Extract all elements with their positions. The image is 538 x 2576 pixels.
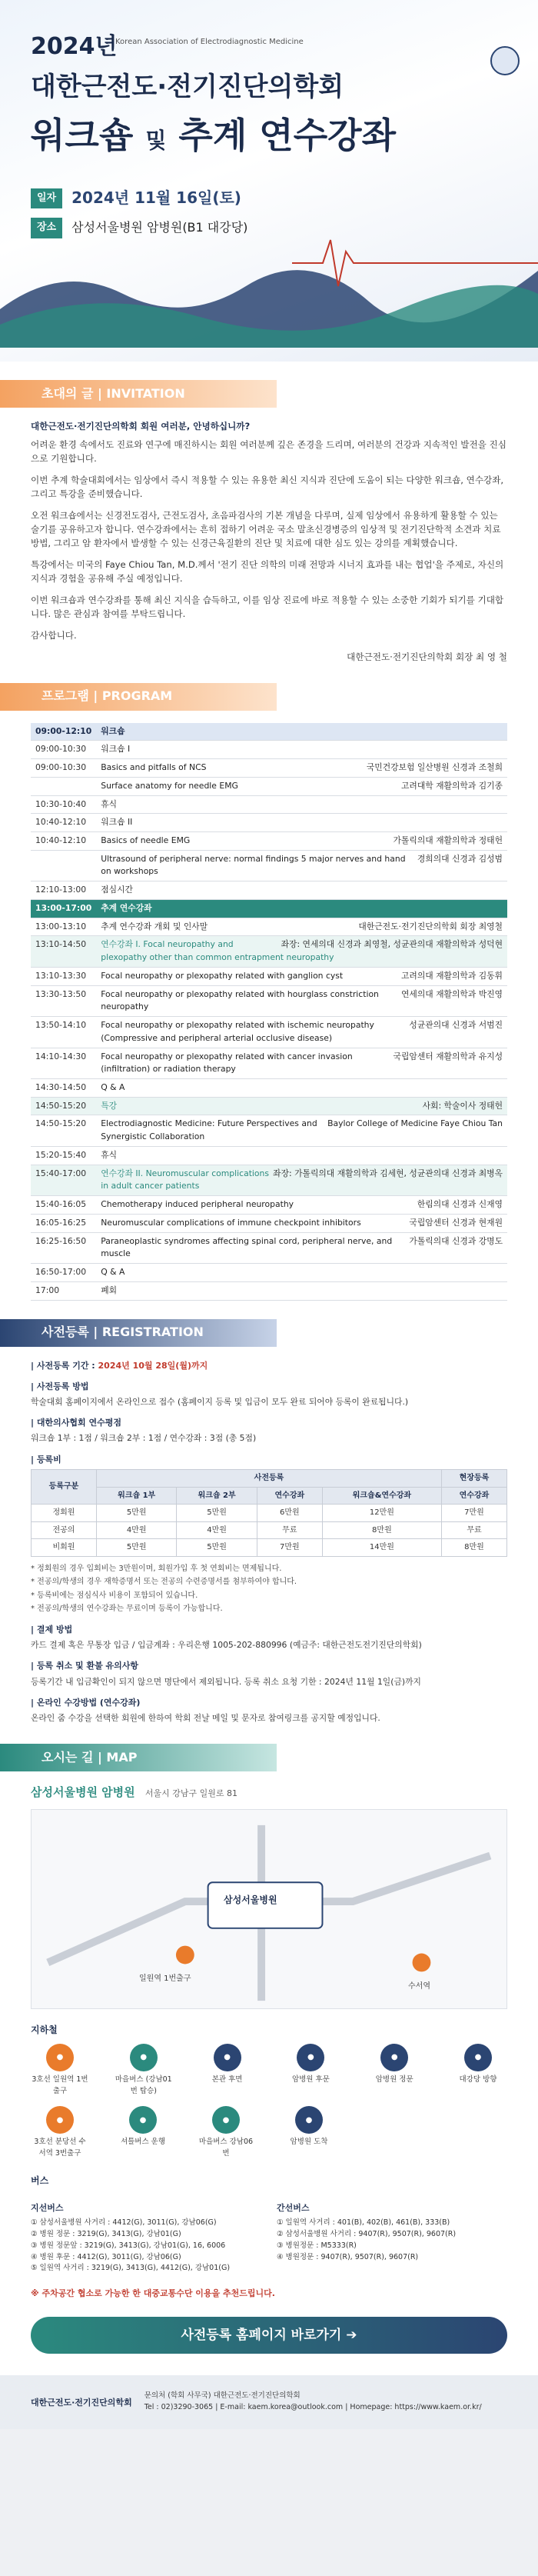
program-content (96, 723, 507, 741)
bus-route: ③ 병원정문 : M5333(R) (277, 2241, 357, 2250)
invitation-p4: 특강에서는 미국의 Faye Chiou Tan, M.D.께서 '전기 진단 의학의 미래 전망과 시너지 효과를 내는 협업'을 주제로, 자신의 지식과 경험을 공유해 주실 예정입니다. (31, 558, 504, 584)
program-row (31, 1017, 507, 1048)
map-heading: 오시는 길 | MAP (0, 1744, 538, 1771)
program-content (96, 1078, 507, 1097)
bus-route: ① 일원역 사거리 : 401(B), 402(B), 461(B), 333(B) (277, 2218, 450, 2228)
program-content (96, 831, 507, 850)
program-row (31, 723, 507, 741)
subway-section (31, 2023, 507, 2159)
program-content (96, 759, 507, 778)
fee-row (32, 1539, 507, 1557)
program-title: Focal neuropathy or plexopathy related with hourglass constriction neuropathy (101, 988, 379, 1012)
program-title: 연수강좌 II. Neuromuscular complications in adult cancer patients (101, 1168, 269, 1191)
fee-cell: 전공의 (32, 1521, 97, 1539)
registration-heading: 사전등록 | REGISTRATION (0, 1319, 538, 1347)
bus-route: ① 삼성서울병원 사거리 : 4412(G), 3011(G), 강남06(G) (31, 2218, 217, 2228)
fee-note: * 등록비에는 점심식사 비용이 포함되어 있습니다. (31, 1591, 198, 1600)
map-heading-ko: 오시는 길 (42, 1749, 94, 1765)
program-time: 17:00 (31, 1281, 96, 1300)
program-time (31, 777, 96, 795)
program-row (31, 795, 507, 814)
footer-org: 대한근전도·전기진단의학회 (31, 2397, 132, 2408)
reg-credit-label: | 대한의사협회 연수평점 (31, 1418, 121, 1428)
reg-method-label-text: 사전등록 방법 (36, 1381, 89, 1391)
program-row (31, 1048, 507, 1078)
program-row (31, 850, 507, 881)
program-time: 15:40-17:00 (31, 1165, 96, 1195)
invitation-p6: 감사합니다. (31, 629, 77, 641)
bus-section (31, 2174, 507, 2188)
program-time: 14:50-15:20 (31, 1115, 96, 1146)
subway-stop (281, 2044, 340, 2097)
program-row (31, 918, 507, 936)
reg-period-label: 사전등록 기간 : (36, 1360, 95, 1371)
program-title: Paraneoplastic syndromes affecting spinal cord, peripheral nerve, and muscle (101, 1235, 393, 1259)
stop-label: 마을버스 강남06번 (198, 2138, 254, 2158)
date-tag: 일자 (31, 188, 62, 208)
reg-online-label: | 온라인 수강방법 (연수강좌) (31, 1698, 141, 1708)
program-content (96, 918, 507, 936)
program-heading-ko: 프로그램 (42, 688, 89, 704)
program-time: 16:05-16:25 (31, 1214, 96, 1232)
stop-marker-icon: ● (130, 2044, 158, 2071)
fee-note: * 전공의/학생의 경우 재학증명서 또는 전공의 수련증명서를 첨부하여야 합니다. (31, 1578, 297, 1587)
event-date: 2024년 11월 16일(토) (71, 188, 241, 208)
program-speaker: 좌장: 가톨릭의대 재활의학과 김세현, 성균관의대 신경과 최병옥 (273, 1168, 503, 1178)
fee-cell: 정회원 (32, 1505, 97, 1522)
program-time: 12:10-13:00 (31, 881, 96, 900)
reg-fee-label: | 등록비 (31, 1455, 61, 1465)
program-row (31, 899, 507, 918)
program-content (96, 1196, 507, 1215)
bus-right-title: 간선버스 (277, 2203, 310, 2214)
program-time: 13:10-14:50 (31, 936, 96, 967)
program-time: 13:00-17:00 (31, 899, 96, 918)
program-content (96, 795, 507, 814)
fee-head-4: 워크숍&연수강좌 (322, 1487, 441, 1505)
program-title: Basics and pitfalls of NCS (101, 762, 207, 773)
bus-left-title: 지선버스 (31, 2203, 64, 2214)
invitation-sign: 대한근전도·전기진단의학회 회장 최 영 철 (347, 651, 507, 662)
emg-wave-graphic (0, 217, 538, 348)
invitation-p5: 이번 워크숍과 연수강좌를 통해 최신 지식을 습득하고, 이를 임상 진료에 바로 적용할 수 있는 소중한 기회가 되기를 기대합니다. 많은 관심과 참여를 부탁드립니다. (31, 594, 504, 619)
subway-stop (197, 2106, 255, 2159)
program-speaker: 좌장: 연세의대 신경과 최영철, 성균관의대 재활의학과 성덕현 (281, 939, 503, 950)
fee-head-3: 연수강좌 (257, 1487, 322, 1505)
stop-label: 마을버스 (강남01번 탑승) (115, 2074, 172, 2095)
program-content (96, 1017, 507, 1048)
program-title: 휴식 (101, 798, 118, 809)
program-title: 폐회 (101, 1285, 118, 1295)
fee-cell: 비회원 (32, 1539, 97, 1557)
program-title: 추계 연수강좌 개회 및 인사말 (101, 921, 208, 931)
register-link-label: 사전등록 홈페이지 바로가기 (181, 2327, 342, 2343)
reg-credit: 워크숍 1부 : 1점 / 워크숍 2부 : 1점 / 연수강좌 : 3점 (총 5점) (31, 1433, 257, 1444)
invitation-p1: 어려운 환경 속에서도 진료와 연구에 매진하시는 회원 여러분께 깊은 존경을 드리며, 여러분의 건강과 지속적인 발전을 진심으로 기원합니다. (31, 438, 506, 464)
hero-title-course: 추계 연수강좌 (178, 115, 397, 157)
map-graphic (32, 1810, 506, 2008)
program-time: 16:50-17:00 (31, 1264, 96, 1282)
reg-online-label-text: 온라인 수강방법 (연수강좌) (36, 1698, 141, 1708)
registration-heading-ko: 사전등록 (42, 1325, 89, 1340)
program-row (31, 831, 507, 850)
reg-pay-label-text: 결제 방법 (36, 1624, 73, 1635)
program-title: Focal neuropathy or plexopathy related with cancer invasion (infiltration) or radiation therapy (101, 1051, 353, 1075)
program-row (31, 1078, 507, 1097)
program-time: 09:00-10:30 (31, 759, 96, 778)
reg-pay-label: | 결제 방법 (31, 1624, 73, 1635)
program-time: 14:10-14:30 (31, 1048, 96, 1078)
program-speaker: 가톨릭의대 재활의학과 정태헌 (393, 835, 503, 845)
fee-cell: 4만원 (96, 1521, 176, 1539)
stop-marker-icon: ● (212, 2106, 240, 2134)
program-speaker: 대한근전도·전기진단의학회 회장 최영철 (358, 921, 503, 931)
program-title: 점심시간 (101, 885, 133, 895)
fee-cell: 5만원 (96, 1505, 176, 1522)
stop-marker-icon: ● (46, 2044, 74, 2071)
program-title: Neuromuscular complications of immune checkpoint inhibitors (101, 1217, 361, 1228)
arrow-right-icon: ➔ (346, 2327, 357, 2343)
hero-banner (0, 0, 538, 362)
footer-contact: 문의처 (학회 사무국) 대한근전도·전기진단의학회 (144, 2391, 301, 2401)
reg-cancel-label-text: 등록 취소 및 환불 유의사항 (36, 1661, 139, 1671)
program-content (96, 814, 507, 832)
fee-head-1: 워크숍 1부 (96, 1487, 176, 1505)
reg-cancel-label: | 등록 취소 및 환불 유의사항 (31, 1661, 139, 1671)
program-speaker: 국립암센터 신경과 현재원 (409, 1217, 503, 1228)
subway-stop (365, 2044, 423, 2097)
fee-cell: 5만원 (177, 1539, 257, 1557)
fee-cell: 12만원 (322, 1505, 441, 1522)
program-table (31, 723, 507, 1301)
program-title: Focal neuropathy or plexopathy related with ischemic neuropathy (Compressive and peripheral arterial occlusive disease) (101, 1020, 374, 1043)
invitation-greet: 대한근전도·전기진단의학회 회원 여러분, 안녕하십니까? (31, 421, 251, 432)
program-row (31, 1214, 507, 1232)
program-row (31, 985, 507, 1016)
program-time: 14:30-14:50 (31, 1078, 96, 1097)
bus-routes (31, 2201, 507, 2274)
fee-row (32, 1521, 507, 1539)
program-speaker: 연세의대 재활의학과 박진영 (400, 988, 503, 999)
footer (0, 2375, 538, 2429)
program-speaker: 국립암센터 재활의학과 유지성 (393, 1051, 503, 1061)
program-title: Basics of needle EMG (101, 835, 191, 845)
fee-head-0: 등록구분 (32, 1470, 97, 1505)
bus-route: ⑤ 일원역 사거리 : 3219(G), 3413(G), 4412(G), 강남01(G) (31, 2264, 231, 2273)
program-time: 15:40-16:05 (31, 1196, 96, 1215)
program-row (31, 1264, 507, 1282)
fee-cell: 8만원 (441, 1539, 506, 1557)
fee-cell: 6만원 (257, 1505, 322, 1522)
program-time: 14:50-15:20 (31, 1097, 96, 1115)
fee-head-2: 워크숍 2부 (177, 1487, 257, 1505)
fee-cell: 7만원 (257, 1539, 322, 1557)
program-time: 13:10-13:30 (31, 967, 96, 985)
event-place: 삼성서울병원 암병원(B1 대강당) (71, 220, 248, 235)
program-content (96, 881, 507, 900)
stop-marker-icon: ● (380, 2044, 408, 2071)
program-content (96, 985, 507, 1016)
program-title: Focal neuropathy or plexopathy related with ganglion cyst (101, 970, 344, 981)
stop-label: 암병원 후문 (291, 2074, 330, 2084)
reg-period-value: 2024년 10월 28일(월)까지 (98, 1360, 208, 1371)
map-address: 서울시 강남구 일원로 81 (144, 1788, 237, 1799)
invitation-heading-en: INVITATION (106, 385, 185, 401)
program-title: Ultrasound of peripheral nerve: normal findings 5 major nerves and hand on workshops (101, 853, 406, 877)
subway-stop (280, 2106, 338, 2159)
program-speaker: 국민건강보험 일산병원 신경과 조철희 (366, 762, 503, 773)
registration-body (0, 1359, 538, 1726)
society-emblem-icon (490, 46, 520, 75)
fee-table (31, 1469, 507, 1557)
bus-label: 버스 (31, 2174, 49, 2186)
reg-fee-label-text: 등록비 (36, 1455, 61, 1465)
program-time: 10:40-12:10 (31, 831, 96, 850)
subway-stop (31, 2044, 89, 2097)
reg-online: 온라인 줌 수강을 선택한 회원에 한하여 학회 전날 메일 및 문자로 참여링크를 공지할 예정입니다. (31, 1713, 380, 1724)
program-row (31, 777, 507, 795)
program-title: Surface anatomy for needle EMG (101, 780, 238, 791)
hero-year: 2024년 (31, 33, 118, 60)
stop-label: 암병원 도착 (290, 2138, 328, 2147)
registration-heading-en: REGISTRATION (101, 1325, 204, 1340)
program-time: 10:30-10:40 (31, 795, 96, 814)
program-speaker: 한림의대 신경과 신재영 (417, 1199, 503, 1210)
reg-period: | 사전등록 기간 : 2024년 10월 28일(월)까지 (31, 1360, 208, 1371)
program-row (31, 1281, 507, 1300)
fee-cell: 14만원 (322, 1539, 441, 1557)
invitation-p3: 오전 워크숍에서는 신경전도검사, 근전도검사, 초음파검사의 기본 개념을 다루며, 실제 임상에서 유용하게 활용할 수 있는 술기를 공유하고자 합니다. 연수강좌에서는 흔히 접하기 어려운 국소 말초신경병증의 임상적 및 전기진단학적 소견과 치료 방법, 그리고 암 환자에서 발생할 수 있는 신경근육질환의 진단 및 치료에 대한 심도 있는 강의를 계획했습니다. (31, 509, 501, 548)
program-time (31, 850, 96, 881)
hero-title-org: 대한근전도·전기진단의학회 (31, 71, 344, 102)
program-content (96, 850, 507, 881)
program-row (31, 881, 507, 900)
reg-cancel: 등록기간 내 입금확인이 되지 않으면 명단에서 제외됩니다. 등록 취소 요청 기한 : 2024년 11월 1일(금)까지 (31, 1676, 421, 1687)
program-time: 09:00-10:30 (31, 741, 96, 759)
stop-marker-icon: ● (214, 2044, 241, 2071)
bus-route: ③ 병원 정문앞 : 3219(G), 3413(G), 강남01(G), 16, 6006 (31, 2241, 226, 2250)
subway-stop (198, 2044, 257, 2097)
program-row (31, 1196, 507, 1215)
footer-tel: Tel : 02)3290-3065 | E-mail: kaem.korea@outlook.com | Homepage: https://www.kaem.or.kr/ (144, 2403, 482, 2412)
program-speaker: 고려대학 재활의학과 김기종 (400, 780, 503, 791)
fee-cell: 7만원 (441, 1505, 506, 1522)
program-content (96, 777, 507, 795)
program-title: 연수강좌 I. Focal neuropathy and plexopathy other than common entrapment neuropathy (101, 939, 334, 963)
invitation-body (0, 420, 538, 665)
program-row (31, 1165, 507, 1195)
map-label-subway: 일원역 1번출구 (139, 1974, 191, 1984)
bus-route: ④ 병원 후문 : 4412(G), 3011(G), 강남06(G) (31, 2252, 181, 2261)
reg-pay: 카드 결제 혹은 무통장 입금 / 입금계좌 : 우리은행 1005-202-880996 (예금주: 대한근전도전기진단의학회) (31, 1639, 422, 1650)
fee-cell: 5만원 (96, 1539, 176, 1557)
program-time: 15:20-15:40 (31, 1146, 96, 1165)
reg-method-label: | 사전등록 방법 (31, 1381, 89, 1391)
program-time: 13:00-13:10 (31, 918, 96, 936)
fee-group-site: 현장등록 (441, 1470, 506, 1488)
program-row (31, 1146, 507, 1165)
map-heading-en: MAP (106, 1749, 138, 1765)
program-time: 13:50-14:10 (31, 1017, 96, 1048)
bus-route: ② 병원 정문 : 3219(G), 3413(G), 강남01(G) (31, 2230, 181, 2239)
program-content (96, 967, 507, 985)
program-heading-en: PROGRAM (101, 688, 173, 704)
program-row (31, 1097, 507, 1115)
subway-stop (115, 2044, 173, 2097)
invitation-p2: 이번 추계 학술대회에서는 임상에서 즉시 적용할 수 있는 유용한 최신 지식과 진단에 도움이 되는 다양한 워크숍, 연수강좌, 그리고 특강을 준비했습니다. (31, 474, 504, 499)
subway-stop (31, 2106, 89, 2159)
program-heading: 프로그램 | PROGRAM (0, 683, 538, 711)
stop-label: 본관 후면 (211, 2074, 243, 2084)
program-title: 특강 (101, 1100, 118, 1111)
map-label-center: 삼성서울병원 (224, 1895, 277, 1906)
fee-head-5: 연수강좌 (441, 1487, 506, 1505)
reg-method: 학술대회 홈페이지에서 온라인으로 접수 (홈페이지 등록 및 입금이 모두 완료 되어야 등록이 완료됩니다.) (31, 1396, 409, 1407)
program-time: 10:40-12:10 (31, 814, 96, 832)
program-title: 워크숍 (101, 725, 125, 736)
fee-cell: 4만원 (177, 1521, 257, 1539)
stop-label: 암병원 정문 (375, 2074, 413, 2084)
map-hospital-name: 삼성서울병원 암병원 (31, 1785, 135, 1800)
stop-label: 셔틀버스 운행 (120, 2138, 166, 2147)
program-title: Chemotherapy induced peripheral neuropathy (101, 1199, 294, 1210)
invitation-heading-ko: 초대의 글 (42, 385, 94, 401)
stop-marker-icon: ● (464, 2044, 492, 2071)
program-content (96, 1165, 507, 1195)
reg-credit-label-text: 대한의사협회 연수평점 (36, 1418, 121, 1428)
fee-note: * 전공의/학생의 연수강좌는 무료이며 등록이 가능합니다. (31, 1605, 223, 1614)
program-speaker: 고려의대 재활의학과 김동휘 (400, 970, 503, 981)
program-content (96, 936, 507, 967)
map-hospital-title (0, 1784, 538, 1801)
program-content (96, 741, 507, 759)
program-content (96, 1146, 507, 1165)
stop-marker-icon: ● (295, 2106, 323, 2134)
fee-cell: 5만원 (177, 1505, 257, 1522)
location-map[interactable] (31, 1809, 507, 2009)
register-link-button[interactable] (31, 2317, 507, 2354)
subway-label: 지하철 (31, 2024, 58, 2036)
parking-warning: ※ 주차공간 협소로 가능한 한 대중교통수단 이용을 추천드립니다. (31, 2288, 275, 2298)
fee-cell: 무료 (257, 1521, 322, 1539)
program-title: 휴식 (101, 1149, 118, 1160)
stop-marker-icon: ● (129, 2106, 157, 2134)
program-row (31, 814, 507, 832)
program-content (96, 1281, 507, 1300)
hero-title-event (31, 108, 507, 163)
fee-cell: 무료 (441, 1521, 506, 1539)
program-content (96, 1264, 507, 1282)
stop-label: 3호선 일원역 1번출구 (32, 2074, 88, 2095)
stop-marker-icon: ● (297, 2044, 324, 2071)
subway-stop (114, 2106, 172, 2159)
map-label-suseo: 수서역 (408, 1982, 430, 1991)
program-row (31, 1115, 507, 1146)
program-title: 추계 연수강좌 (101, 902, 152, 913)
program-content (96, 1097, 507, 1115)
fee-cell: 8만원 (322, 1521, 441, 1539)
fee-row (32, 1505, 507, 1522)
program-content (96, 1232, 507, 1263)
program-content (96, 1048, 507, 1078)
program-speaker: 성균관의대 신경과 서범진 (409, 1020, 503, 1031)
bus-route: ② 삼성서울병원 사거리 : 9407(R), 9507(R), 9607(R) (277, 2230, 457, 2239)
stop-label: 3호선 분당선 수서역 3번출구 (34, 2138, 86, 2158)
program-title: Q & A (101, 1267, 125, 1278)
program-title: 워크숍 II (101, 817, 133, 828)
program-speaker: 경희의대 신경과 김성범 (417, 853, 503, 864)
program-title: Electrodiagnostic Medicine: Future Perspectives and Synergistic Collaboration (101, 1118, 317, 1142)
program-row (31, 967, 507, 985)
place-tag: 장소 (31, 218, 62, 238)
bus-route: ④ 병원정문 : 9407(R), 9507(R), 9607(R) (277, 2252, 419, 2261)
program-time: 16:25-16:50 (31, 1232, 96, 1263)
program-content (96, 1214, 507, 1232)
hero-title-workshop: 워크숍 (31, 115, 134, 157)
invitation-heading: 초대의 글 | INVITATION (0, 380, 538, 408)
fee-note: * 정회원의 경우 입회비는 3만원이며, 회원가입 후 첫 연회비는 면제됩니다. (31, 1564, 282, 1573)
stop-label: 대강당 방향 (459, 2074, 497, 2084)
program-speaker: 사회: 학술이사 정태헌 (422, 1100, 503, 1111)
program-content (96, 899, 507, 918)
stop-marker-icon: ● (46, 2106, 74, 2134)
hero-org-en: Korean Association of Electrodiagnostic Medicine (115, 38, 304, 46)
program-speaker: Baylor College of Medicine Faye Chiou Tan (327, 1118, 503, 1129)
program-row (31, 759, 507, 778)
program-row (31, 936, 507, 967)
program-row (31, 1232, 507, 1263)
program-speaker: 가톨릭의대 신경과 강명도 (409, 1235, 503, 1246)
program-row (31, 741, 507, 759)
program-title: 워크숍 I (101, 744, 131, 755)
fee-group-pre: 사전등록 (96, 1470, 441, 1488)
subway-stop (449, 2044, 507, 2097)
hero-title-and: 및 (145, 128, 167, 154)
program-time: 09:00-12:10 (31, 723, 96, 741)
program-time: 13:30-13:50 (31, 985, 96, 1016)
program-content (96, 1115, 507, 1146)
program-title: Q & A (101, 1081, 125, 1092)
